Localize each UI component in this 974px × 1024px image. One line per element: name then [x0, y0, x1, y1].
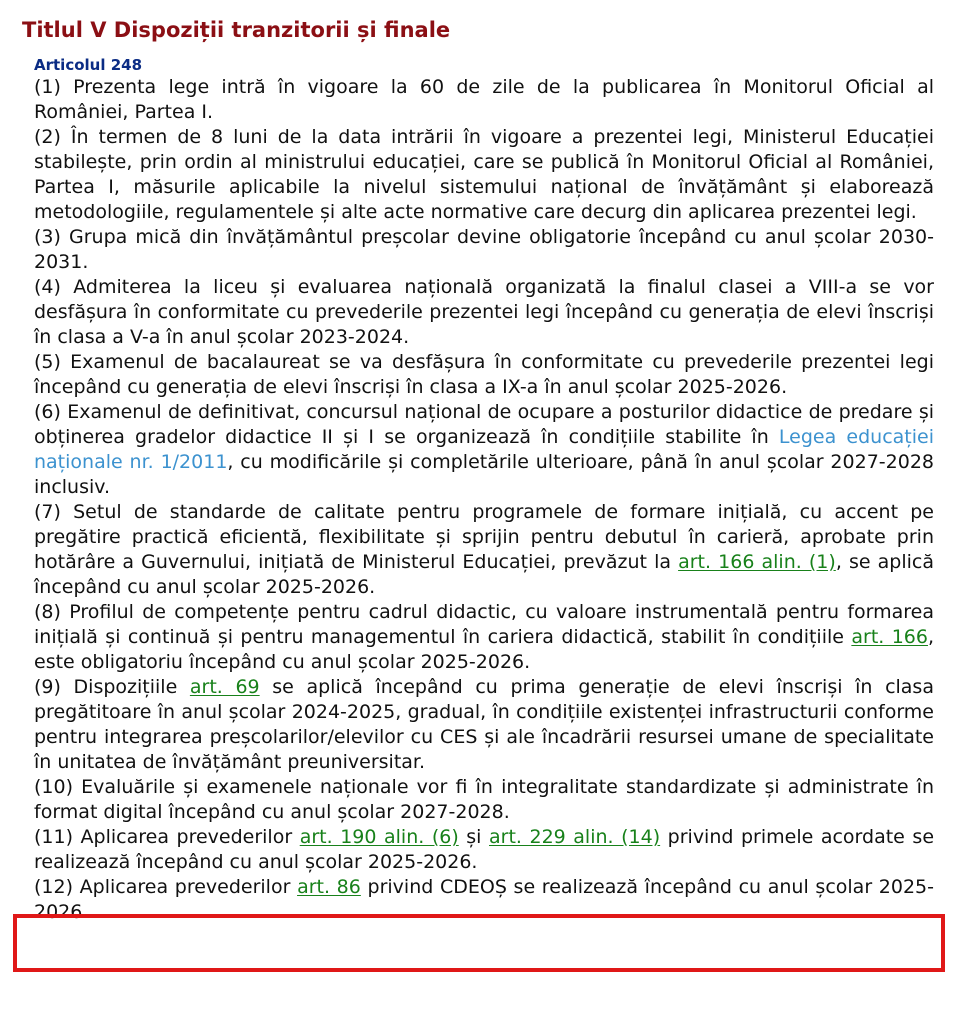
- art-229-alin-14-link[interactable]: art. 229 alin. (14): [489, 826, 661, 848]
- page-title: Titlul V Dispoziții tranzitorii și finale: [22, 18, 451, 42]
- art-69-link[interactable]: art. 69: [189, 676, 260, 698]
- paragraph-3: (3) Grupa mică din învățământul preșcolar devine obligatorie începând cu anul școlar 2030-2031.: [34, 226, 934, 273]
- paragraph-8: [34, 600, 934, 675]
- paragraph-11-text-middle: și: [458, 826, 489, 848]
- paragraph-8-text-before: (8) Profilul de competențe pentru cadrul didactic, cu valoare instrumentală pentru formarea inițială și continuă și pentru managementul în cariera didactică, stabilit în condițiile: [34, 601, 934, 648]
- paragraph-5: (5) Examenul de bacalaureat se va desfășura în conformitate cu prevederile prezentei legi începând cu generația de elevi înscriși în clasa a IX-a în anul școlar 2025-2026.: [34, 351, 934, 398]
- paragraph-6: [34, 400, 934, 500]
- paragraph-1: (1) Prezenta lege intră în vigoare la 60 de zile de la publicarea în Monitorul Oficial al României, Partea I.: [34, 76, 934, 123]
- paragraph-9-text-before: (9) Dispozițiile: [34, 676, 190, 698]
- paragraph-11: [34, 825, 934, 875]
- paragraph-7: [34, 500, 934, 600]
- paragraph-11-text-before: (11) Aplicarea prevederilor: [34, 826, 300, 848]
- paragraph-6-text-before: (6) Examenul de definitivat, concursul național de ocupare a posturilor didactice de predare și obținerea gradelor didactice II și I se organizează în condițiile stabilite în: [34, 401, 934, 448]
- art-166-alin-1-link[interactable]: art. 166 alin. (1): [678, 551, 836, 573]
- paragraph-9: [34, 675, 934, 775]
- art-166-link[interactable]: art. 166: [851, 626, 928, 648]
- paragraph-7-text-before: (7) Setul de standarde de calitate pentru programele de formare inițială, cu accent pe pregătire practică eficientă, flexibilitate și sprijin pentru debutul în carieră, aprobate prin hotărâre a Guvernului, inițiată de Ministerul Educației, prevăzut la: [34, 501, 934, 573]
- paragraph-2: (2) În termen de 8 luni de la data intrării în vigoare a prezentei legi, Ministerul Educației stabilește, prin ordin al ministrului educației, care se publică în Monitorul Oficial al României, Partea I, măsurile aplicabile la nivelul sistemului național de învățământ și elaborează metodologiile, regulamentele și alte acte normative care decurg din aplicarea prezentei legi.: [34, 126, 934, 223]
- paragraph-6-text-after: , cu modificările și completările ulterioare, până în anul școlar 2027-2028 inclusiv.: [34, 451, 934, 498]
- article-body: [34, 75, 934, 925]
- paragraph-8-text-after: , este obligatoriu începând cu anul școlar 2025-2026.: [34, 626, 935, 673]
- paragraph-10: (10) Evaluările și examenele naționale vor fi în integralitate standardizate și administrate în format digital începând cu anul școlar 2027-2028.: [34, 776, 934, 823]
- art-86-link[interactable]: art. 86: [297, 876, 361, 898]
- art-190-alin-6-link[interactable]: art. 190 alin. (6): [299, 826, 459, 848]
- paragraph-11-text-after: privind primele acordate se realizează începând cu anul școlar 2025-2026.: [34, 826, 935, 873]
- paragraph-12-text-before: (12) Aplicarea prevederilor: [34, 876, 298, 898]
- paragraph-12-text-after: privind CDEOȘ se realizează începând cu anul școlar 2025-2026.: [34, 876, 934, 923]
- paragraph-9-text-after: se aplică începând cu prima generație de elevi înscriși în clasa pregătitoare în anul școlar 2024-2025, gradual, în condițiile existenței infrastructurii conforme pentru integrarea preșcolarilor/elevilor cu CES și ale încadrării resursei umane de specialitate în unitatea de învățământ preuniversitar.: [34, 676, 934, 773]
- paragraph-4: (4) Admiterea la liceu și evaluarea națională organizată la finalul clasei a VIII-a se vor desfășura în conformitate cu prevederile prezentei legi începând cu generația de elevi înscriși în clasa a V-a în anul școlar 2023-2024.: [34, 276, 934, 348]
- law-1-2011-link[interactable]: Legea educației naționale nr. 1/2011: [34, 426, 934, 473]
- article-heading: Articolul 248: [34, 56, 143, 74]
- paragraph-12: [34, 875, 934, 925]
- paragraph-7-text-after: , se aplică începând cu anul școlar 2025-2026.: [34, 551, 934, 598]
